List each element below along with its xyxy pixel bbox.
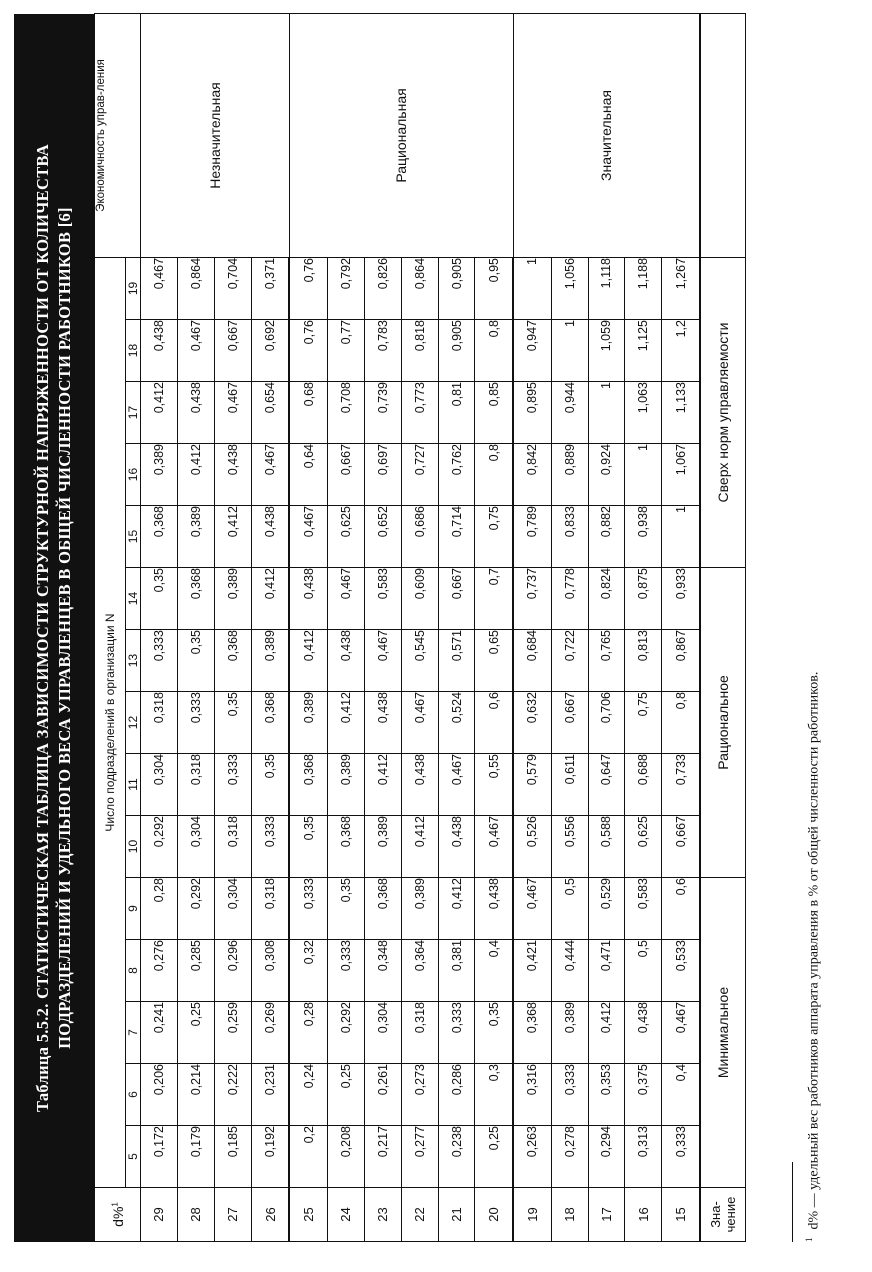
value-cell: 0,778 bbox=[551, 568, 588, 630]
value-cell: 0,412 bbox=[177, 444, 214, 506]
value-cell: 0,697 bbox=[364, 444, 401, 506]
value-cell: 0,286 bbox=[438, 1064, 475, 1126]
value-cell: 0,304 bbox=[141, 754, 178, 816]
value-cell: 0,76 bbox=[289, 257, 327, 319]
d-percent-cell: 17 bbox=[588, 1188, 625, 1242]
value-cell: 0,389 bbox=[551, 1002, 588, 1064]
value-cell: 1 bbox=[662, 506, 700, 568]
value-cell: 0,259 bbox=[214, 1002, 251, 1064]
value-cell: 0,217 bbox=[364, 1126, 401, 1188]
value-cell: 0,333 bbox=[141, 630, 178, 692]
value-cell: 0,826 bbox=[364, 257, 401, 319]
value-cell: 0,438 bbox=[438, 816, 475, 878]
value-cell: 0,947 bbox=[513, 320, 551, 382]
value-cell: 0,261 bbox=[364, 1064, 401, 1126]
value-cell: 0,467 bbox=[364, 630, 401, 692]
value-cell: 0,222 bbox=[214, 1064, 251, 1126]
value-cell: 0,524 bbox=[438, 692, 475, 754]
value-cell: 0,824 bbox=[588, 568, 625, 630]
d-percent-cell: 24 bbox=[327, 1188, 364, 1242]
n-heading: Число подразделений в организации N bbox=[95, 257, 126, 1187]
value-cell: 0,4 bbox=[475, 940, 513, 1002]
table-title bbox=[14, 14, 94, 1242]
value-cell: 0,64 bbox=[289, 444, 327, 506]
value-cell: 0,333 bbox=[177, 692, 214, 754]
value-cell: 0,276 bbox=[141, 940, 178, 1002]
value-cell: 1,133 bbox=[662, 382, 700, 444]
value-cell: 1 bbox=[551, 320, 588, 382]
column-header-n-18: 18 bbox=[126, 320, 141, 382]
value-cell: 0,241 bbox=[141, 1002, 178, 1064]
value-cell: 0,412 bbox=[251, 568, 289, 630]
column-header-n-7: 7 bbox=[126, 1002, 141, 1064]
value-cell: 0,647 bbox=[588, 754, 625, 816]
footnote-text: d% — удельный вес работников аппарата управления в % от общей численности работников. bbox=[806, 671, 822, 1230]
d-percent-cell: 15 bbox=[662, 1188, 700, 1242]
value-cell: 0,467 bbox=[438, 754, 475, 816]
value-cell: 0,889 bbox=[551, 444, 588, 506]
value-cell: 0,714 bbox=[438, 506, 475, 568]
value-cell: 0,368 bbox=[289, 754, 327, 816]
value-cell: 0,318 bbox=[177, 754, 214, 816]
value-cell: 0,95 bbox=[475, 257, 513, 319]
d-percent-cell: 25 bbox=[289, 1188, 327, 1242]
value-cell: 0,292 bbox=[177, 878, 214, 940]
value-cell: 0,545 bbox=[401, 630, 438, 692]
value-cell: 0,368 bbox=[513, 1002, 551, 1064]
value-cell: 0,3 bbox=[475, 1064, 513, 1126]
value-cell: 0,214 bbox=[177, 1064, 214, 1126]
value-cell: 0,579 bbox=[513, 754, 551, 816]
value-cell: 0,6 bbox=[475, 692, 513, 754]
value-cell: 1,067 bbox=[662, 444, 700, 506]
value-cell: 0,739 bbox=[364, 382, 401, 444]
value-cell: 0,867 bbox=[662, 630, 700, 692]
value-cell: 0,611 bbox=[551, 754, 588, 816]
column-header-n-15: 15 bbox=[126, 506, 141, 568]
d-percent-cell: 29 bbox=[141, 1188, 178, 1242]
value-cell: 0,5 bbox=[551, 878, 588, 940]
value-cell: 0,438 bbox=[364, 692, 401, 754]
value-cell: 0,348 bbox=[364, 940, 401, 1002]
value-cell: 0,333 bbox=[662, 1126, 700, 1188]
value-cell: 0,8 bbox=[475, 444, 513, 506]
value-cell: 0,438 bbox=[289, 568, 327, 630]
value-cell: 0,5 bbox=[625, 940, 662, 1002]
value-cell: 0,727 bbox=[401, 444, 438, 506]
footnote-rule bbox=[792, 1162, 793, 1242]
value-cell: 0,692 bbox=[251, 320, 289, 382]
value-cell: 0,85 bbox=[475, 382, 513, 444]
value-cell: 0,389 bbox=[214, 568, 251, 630]
value-cell: 0,667 bbox=[662, 816, 700, 878]
value-cell: 0,65 bbox=[475, 630, 513, 692]
value-cell: 0,206 bbox=[141, 1064, 178, 1126]
value-cell: 0,389 bbox=[141, 444, 178, 506]
d-percent-header bbox=[95, 1188, 141, 1242]
value-cell: 0,35 bbox=[214, 692, 251, 754]
d-percent-label: d% bbox=[109, 1206, 126, 1227]
value-cell: 0,389 bbox=[327, 754, 364, 816]
value-cell: 0,783 bbox=[364, 320, 401, 382]
value-cell: 0,389 bbox=[401, 878, 438, 940]
value-cell: 0,412 bbox=[438, 878, 475, 940]
value-above-norm: Сверх норм управляемости bbox=[700, 257, 746, 567]
value-cell: 0,368 bbox=[177, 568, 214, 630]
value-cell: 0,185 bbox=[214, 1126, 251, 1188]
value-cell: 0,467 bbox=[214, 382, 251, 444]
value-cell: 0,924 bbox=[588, 444, 625, 506]
value-cell: 1 bbox=[513, 257, 551, 319]
value-cell: 0,2 bbox=[289, 1126, 327, 1188]
d-percent-cell: 28 bbox=[177, 1188, 214, 1242]
value-cell: 0,371 bbox=[251, 257, 289, 319]
value-cell: 0,412 bbox=[401, 816, 438, 878]
column-header-n-9: 9 bbox=[126, 878, 141, 940]
value-cell: 0,722 bbox=[551, 630, 588, 692]
value-cell: 0,895 bbox=[513, 382, 551, 444]
value-cell: 0,833 bbox=[551, 506, 588, 568]
value-cell: 0,467 bbox=[475, 816, 513, 878]
value-cell: 0,438 bbox=[251, 506, 289, 568]
value-cell: 0,25 bbox=[177, 1002, 214, 1064]
value-cell: 0,526 bbox=[513, 816, 551, 878]
value-cell: 0,905 bbox=[438, 320, 475, 382]
d-percent-cell: 19 bbox=[513, 1188, 551, 1242]
value-cell: 0,292 bbox=[327, 1002, 364, 1064]
value-cell: 0,762 bbox=[438, 444, 475, 506]
table-row bbox=[289, 13, 327, 1241]
value-cell: 0,68 bbox=[289, 382, 327, 444]
value-cell: 0,864 bbox=[401, 257, 438, 319]
column-header-n-11: 11 bbox=[126, 754, 141, 816]
value-cell: 0,875 bbox=[625, 568, 662, 630]
value-cell: 0,75 bbox=[625, 692, 662, 754]
value-cell: 0,333 bbox=[251, 816, 289, 878]
value-cell: 0,285 bbox=[177, 940, 214, 1002]
value-cell: 0,652 bbox=[364, 506, 401, 568]
value-cell: 1,125 bbox=[625, 320, 662, 382]
value-cell: 0,583 bbox=[625, 878, 662, 940]
value-cell: 1,059 bbox=[588, 320, 625, 382]
d-percent-cell: 26 bbox=[251, 1188, 289, 1242]
value-cell: 0,368 bbox=[364, 878, 401, 940]
column-header-n-5: 5 bbox=[126, 1126, 141, 1188]
column-header-n-8: 8 bbox=[126, 940, 141, 1002]
value-cell: 0,842 bbox=[513, 444, 551, 506]
value-cell: 0,368 bbox=[251, 692, 289, 754]
value-cell: 0,789 bbox=[513, 506, 551, 568]
value-cell: 0,389 bbox=[364, 816, 401, 878]
value-cell: 0,792 bbox=[327, 257, 364, 319]
value-cell: 0,7 bbox=[475, 568, 513, 630]
d-percent-cell: 16 bbox=[625, 1188, 662, 1242]
economy-cell: Рациональная bbox=[289, 13, 513, 257]
value-cell: 0,467 bbox=[513, 878, 551, 940]
value-cell: 0,571 bbox=[438, 630, 475, 692]
value-cell: 0,179 bbox=[177, 1126, 214, 1188]
value-cell: 0,308 bbox=[251, 940, 289, 1002]
value-cell: 0,737 bbox=[513, 568, 551, 630]
value-cell: 0,467 bbox=[177, 320, 214, 382]
value-cell: 0,364 bbox=[401, 940, 438, 1002]
value-cell: 0,412 bbox=[214, 506, 251, 568]
d-percent-cell: 23 bbox=[364, 1188, 401, 1242]
value-cell: 0,438 bbox=[177, 382, 214, 444]
value-cell: 0,529 bbox=[588, 878, 625, 940]
value-cell: 0,389 bbox=[251, 630, 289, 692]
value-cell: 1,118 bbox=[588, 257, 625, 319]
value-cell: 0,318 bbox=[251, 878, 289, 940]
value-cell: 0,667 bbox=[214, 320, 251, 382]
value-cell: 0,238 bbox=[438, 1126, 475, 1188]
value-cell: 0,333 bbox=[551, 1064, 588, 1126]
d-percent-cell: 21 bbox=[438, 1188, 475, 1242]
value-cell: 0,375 bbox=[625, 1064, 662, 1126]
value-cell: 0,765 bbox=[588, 630, 625, 692]
value-cell: 0,438 bbox=[141, 320, 178, 382]
value-rational: Рациональное bbox=[700, 568, 746, 878]
value-cell: 1,267 bbox=[662, 257, 700, 319]
value-cell: 0,278 bbox=[551, 1126, 588, 1188]
value-cell: 0,77 bbox=[327, 320, 364, 382]
economy-cell: Значительная bbox=[513, 13, 700, 257]
value-cell: 0,296 bbox=[214, 940, 251, 1002]
statistics-table bbox=[94, 13, 746, 1242]
value-cell: 0,32 bbox=[289, 940, 327, 1002]
value-cell: 0,438 bbox=[327, 630, 364, 692]
value-cell: 0,733 bbox=[662, 754, 700, 816]
value-cell: 0,412 bbox=[141, 382, 178, 444]
value-cell: 0,389 bbox=[289, 692, 327, 754]
d-percent-cell: 27 bbox=[214, 1188, 251, 1242]
value-cell: 0,706 bbox=[588, 692, 625, 754]
value-cell: 0,438 bbox=[401, 754, 438, 816]
value-cell: 0,667 bbox=[438, 568, 475, 630]
value-row-blank bbox=[700, 13, 746, 257]
column-header-n-14: 14 bbox=[126, 568, 141, 630]
value-cell: 0,318 bbox=[141, 692, 178, 754]
value-cell: 0,905 bbox=[438, 257, 475, 319]
value-cell: 0,533 bbox=[662, 940, 700, 1002]
value-cell: 1,063 bbox=[625, 382, 662, 444]
column-header-n-10: 10 bbox=[126, 816, 141, 878]
table-row bbox=[141, 13, 178, 1241]
economy-cell: Незначительная bbox=[141, 13, 290, 257]
value-cell: 0,938 bbox=[625, 506, 662, 568]
value-cell: 0,35 bbox=[289, 816, 327, 878]
value-cell: 0,412 bbox=[364, 754, 401, 816]
value-cell: 0,467 bbox=[327, 568, 364, 630]
column-header-n-6: 6 bbox=[126, 1064, 141, 1126]
value-cell: 0,654 bbox=[251, 382, 289, 444]
value-cell: 0,467 bbox=[141, 257, 178, 319]
value-cell: 0,6 bbox=[662, 878, 700, 940]
value-cell: 0,304 bbox=[214, 878, 251, 940]
value-cell: 0,471 bbox=[588, 940, 625, 1002]
value-cell: 0,933 bbox=[662, 568, 700, 630]
value-cell: 0,8 bbox=[475, 320, 513, 382]
value-cell: 0,389 bbox=[177, 506, 214, 568]
column-header-n-13: 13 bbox=[126, 630, 141, 692]
value-cell: 0,944 bbox=[551, 382, 588, 444]
value-cell: 0,632 bbox=[513, 692, 551, 754]
value-cell: 0,304 bbox=[177, 816, 214, 878]
value-cell: 0,273 bbox=[401, 1064, 438, 1126]
column-header-n-17: 17 bbox=[126, 382, 141, 444]
value-cell: 0,294 bbox=[588, 1126, 625, 1188]
value-cell: 0,368 bbox=[141, 506, 178, 568]
value-cell: 0,35 bbox=[251, 754, 289, 816]
value-cell: 0,438 bbox=[214, 444, 251, 506]
value-cell: 0,381 bbox=[438, 940, 475, 1002]
value-cell: 0,412 bbox=[289, 630, 327, 692]
value-cell: 0,882 bbox=[588, 506, 625, 568]
value-cell: 0,588 bbox=[588, 816, 625, 878]
value-cell: 0,368 bbox=[214, 630, 251, 692]
value-cell: 0,333 bbox=[289, 878, 327, 940]
value-cell: 0,8 bbox=[662, 692, 700, 754]
column-header-n-12: 12 bbox=[126, 692, 141, 754]
value-cell: 0,25 bbox=[475, 1126, 513, 1188]
value-row-label: Зна-чение bbox=[700, 1188, 746, 1242]
table-row bbox=[513, 13, 551, 1241]
value-cell: 0,704 bbox=[214, 257, 251, 319]
value-minimal: Минимальное bbox=[700, 878, 746, 1188]
value-cell: 0,667 bbox=[327, 444, 364, 506]
value-cell: 0,444 bbox=[551, 940, 588, 1002]
value-cell: 0,438 bbox=[625, 1002, 662, 1064]
value-cell: 0,208 bbox=[327, 1126, 364, 1188]
value-cell: 0,263 bbox=[513, 1126, 551, 1188]
value-cell: 0,773 bbox=[401, 382, 438, 444]
value-cell: 0,28 bbox=[141, 878, 178, 940]
value-cell: 0,75 bbox=[475, 506, 513, 568]
value-cell: 0,684 bbox=[513, 630, 551, 692]
value-cell: 0,412 bbox=[327, 692, 364, 754]
value-cell: 0,467 bbox=[401, 692, 438, 754]
value-cell: 0,192 bbox=[251, 1126, 289, 1188]
value-cell: 0,35 bbox=[475, 1002, 513, 1064]
value-cell: 0,292 bbox=[141, 816, 178, 878]
d-percent-cell: 20 bbox=[475, 1188, 513, 1242]
value-cell: 0,333 bbox=[214, 754, 251, 816]
value-cell: 0,818 bbox=[401, 320, 438, 382]
value-cell: 0,333 bbox=[327, 940, 364, 1002]
value-cell: 0,813 bbox=[625, 630, 662, 692]
value-cell: 0,708 bbox=[327, 382, 364, 444]
value-cell: 0,25 bbox=[327, 1064, 364, 1126]
value-cell: 0,467 bbox=[251, 444, 289, 506]
value-cell: 0,333 bbox=[438, 1002, 475, 1064]
table-body bbox=[141, 13, 701, 1241]
value-cell: 1,188 bbox=[625, 257, 662, 319]
value-cell: 0,368 bbox=[327, 816, 364, 878]
value-cell: 0,304 bbox=[364, 1002, 401, 1064]
value-cell: 1 bbox=[625, 444, 662, 506]
value-cell: 0,269 bbox=[251, 1002, 289, 1064]
value-cell: 0,28 bbox=[289, 1002, 327, 1064]
column-header-n-19: 19 bbox=[126, 257, 141, 319]
value-cell: 0,625 bbox=[625, 816, 662, 878]
value-cell: 0,35 bbox=[327, 878, 364, 940]
value-cell: 0,625 bbox=[327, 506, 364, 568]
value-cell: 0,35 bbox=[141, 568, 178, 630]
d-percent-cell: 18 bbox=[551, 1188, 588, 1242]
value-cell: 0,231 bbox=[251, 1064, 289, 1126]
value-cell: 0,4 bbox=[662, 1064, 700, 1126]
value-cell: 0,467 bbox=[289, 506, 327, 568]
value-cell: 1 bbox=[588, 382, 625, 444]
value-cell: 0,316 bbox=[513, 1064, 551, 1126]
value-cell: 0,667 bbox=[551, 692, 588, 754]
value-cell: 0,467 bbox=[662, 1002, 700, 1064]
value-cell: 0,353 bbox=[588, 1064, 625, 1126]
value-cell: 1,056 bbox=[551, 257, 588, 319]
title-line-2: ПОДРАЗДЕЛЕНИЙ И УДЕЛЬНОГО ВЕСА УПРАВЛЕНЦЕВ В ОБЩЕЙ ЧИСЛЕННОСТИ РАБОТНИКОВ [6] bbox=[55, 207, 74, 1049]
d-percent-sup: 1 bbox=[109, 1202, 119, 1207]
value-cell: 0,35 bbox=[177, 630, 214, 692]
d-percent-cell: 22 bbox=[401, 1188, 438, 1242]
value-cell: 0,76 bbox=[289, 320, 327, 382]
value-cell: 0,24 bbox=[289, 1064, 327, 1126]
value-cell: 0,412 bbox=[588, 1002, 625, 1064]
footnote-sup: 1 bbox=[804, 1237, 814, 1242]
value-cell: 0,688 bbox=[625, 754, 662, 816]
value-cell: 0,864 bbox=[177, 257, 214, 319]
title-line-1: Таблица 5.5.2. СТАТИСТИЧЕСКАЯ ТАБЛИЦА ЗАВИСИМОСТИ СТРУКТУРНОЙ НАПРЯЖЕННОСТИ ОТ КОЛИЧЕСТВА bbox=[33, 144, 52, 1113]
economy-header: Экономичность управ-ления bbox=[95, 13, 141, 257]
value-cell: 0,277 bbox=[401, 1126, 438, 1188]
value-cell: 0,318 bbox=[401, 1002, 438, 1064]
value-cell: 0,313 bbox=[625, 1126, 662, 1188]
value-cell: 0,556 bbox=[551, 816, 588, 878]
value-cell: 0,609 bbox=[401, 568, 438, 630]
value-cell: 0,81 bbox=[438, 382, 475, 444]
column-header-n-16: 16 bbox=[126, 444, 141, 506]
value-row bbox=[700, 13, 746, 1241]
value-cell: 1,2 bbox=[662, 320, 700, 382]
value-cell: 0,172 bbox=[141, 1126, 178, 1188]
value-cell: 0,686 bbox=[401, 506, 438, 568]
value-cell: 0,438 bbox=[475, 878, 513, 940]
value-cell: 0,55 bbox=[475, 754, 513, 816]
value-cell: 0,421 bbox=[513, 940, 551, 1002]
footnote bbox=[804, 672, 823, 1242]
value-cell: 0,318 bbox=[214, 816, 251, 878]
value-cell: 0,583 bbox=[364, 568, 401, 630]
